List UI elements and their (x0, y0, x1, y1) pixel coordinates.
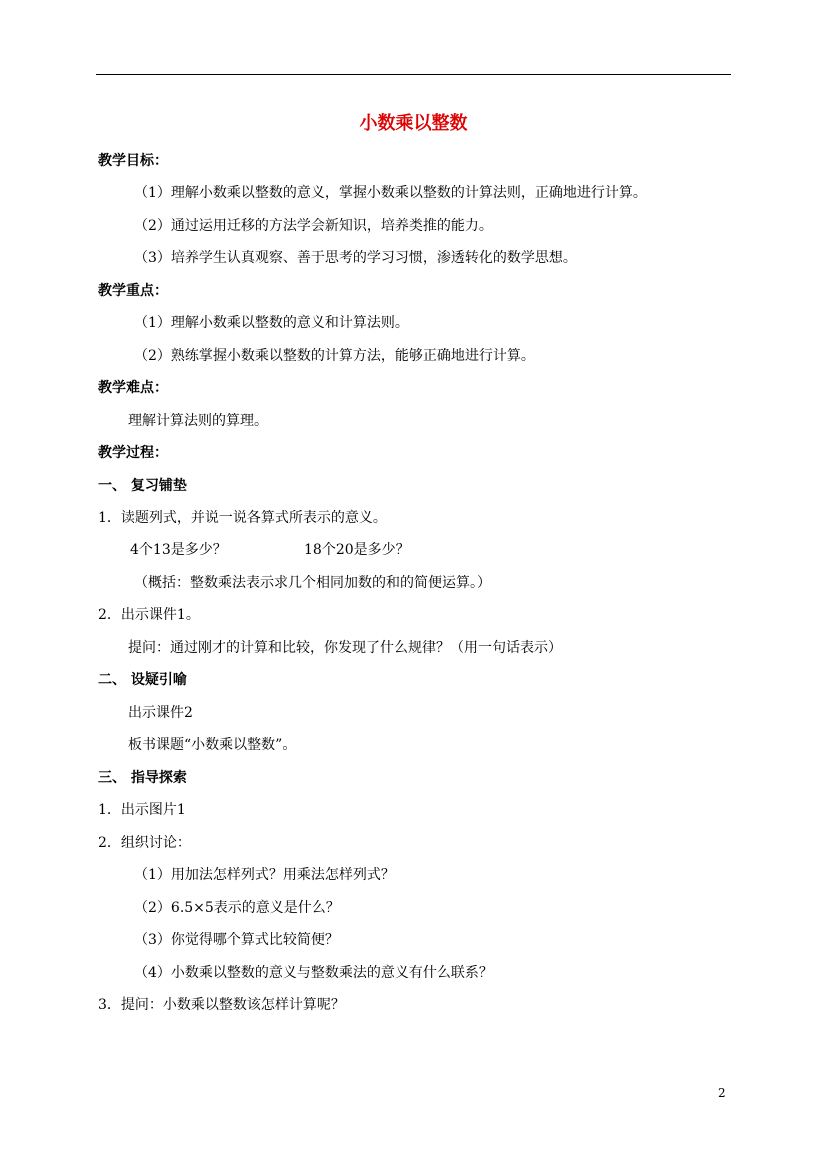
section1-heading: 一、 复习铺垫 (98, 478, 187, 494)
goals-heading: 教学目标： (98, 153, 168, 169)
section1-step1: 1．读题列式，并说一说各算式所表示的意义。 (98, 510, 387, 526)
section1-question: 提问：通过刚才的计算和比较，你发现了什么规律？（用一句话表示） (128, 640, 562, 656)
section1-step2: 2．出示课件1。 (98, 607, 200, 623)
document-title: 小数乘以整数 (359, 113, 468, 134)
process-heading: 教学过程： (98, 445, 168, 461)
section1-question-1: 4个13是多少？ (130, 542, 227, 558)
section2-heading: 二、 设疑引喻 (98, 672, 187, 688)
section2-line2: 板书课题“小数乘以整数”。 (128, 737, 297, 753)
page-number: 2 (718, 1086, 726, 1100)
goal-item-1: （1）理解小数乘以整数的意义，掌握小数乘以整数的计算法则，正确地进行计算。 (134, 185, 647, 201)
section3-step3: 3．提问：小数乘以整数该怎样计算呢？ (98, 997, 345, 1013)
section3-item-3: （3）你觉得哪个算式比较简便？ (134, 932, 339, 948)
goal-item-3: （3）培养学生认真观察、善于思考的学习习惯，渗透转化的数学思想。 (134, 250, 577, 266)
goal-item-2: （2）通过运用迁移的方法学会新知识，培养类推的能力。 (134, 218, 493, 234)
section3-item-2: （2）6.5×5表示的意义是什么？ (134, 900, 340, 916)
section3-step1: 1．出示图片1 (98, 802, 186, 818)
header-rule (96, 74, 731, 75)
key-point-item-2: （2）熟练掌握小数乘以整数的计算方法，能够正确地进行计算。 (134, 348, 535, 364)
key-points-heading: 教学重点： (98, 283, 168, 299)
section3-step2: 2．组织讨论： (98, 835, 191, 851)
section3-heading: 三、 指导探索 (98, 770, 187, 786)
key-point-item-1: （1）理解小数乘以整数的意义和计算法则。 (134, 315, 409, 331)
difficulties-heading: 教学难点： (98, 380, 168, 396)
section1-summary: （概括：整数乘法表示求几个相同加数的和的简便运算。） (134, 575, 491, 591)
section2-line1: 出示课件2 (128, 705, 193, 721)
section3-item-1: （1）用加法怎样列式？用乘法怎样列式？ (134, 867, 395, 883)
section3-item-4: （4）小数乘以整数的意义与整数乘法的意义有什么联系？ (134, 965, 493, 981)
section1-question-2: 18个20是多少？ (304, 542, 410, 558)
difficulty-item-1: 理解计算法则的算理。 (128, 413, 268, 429)
